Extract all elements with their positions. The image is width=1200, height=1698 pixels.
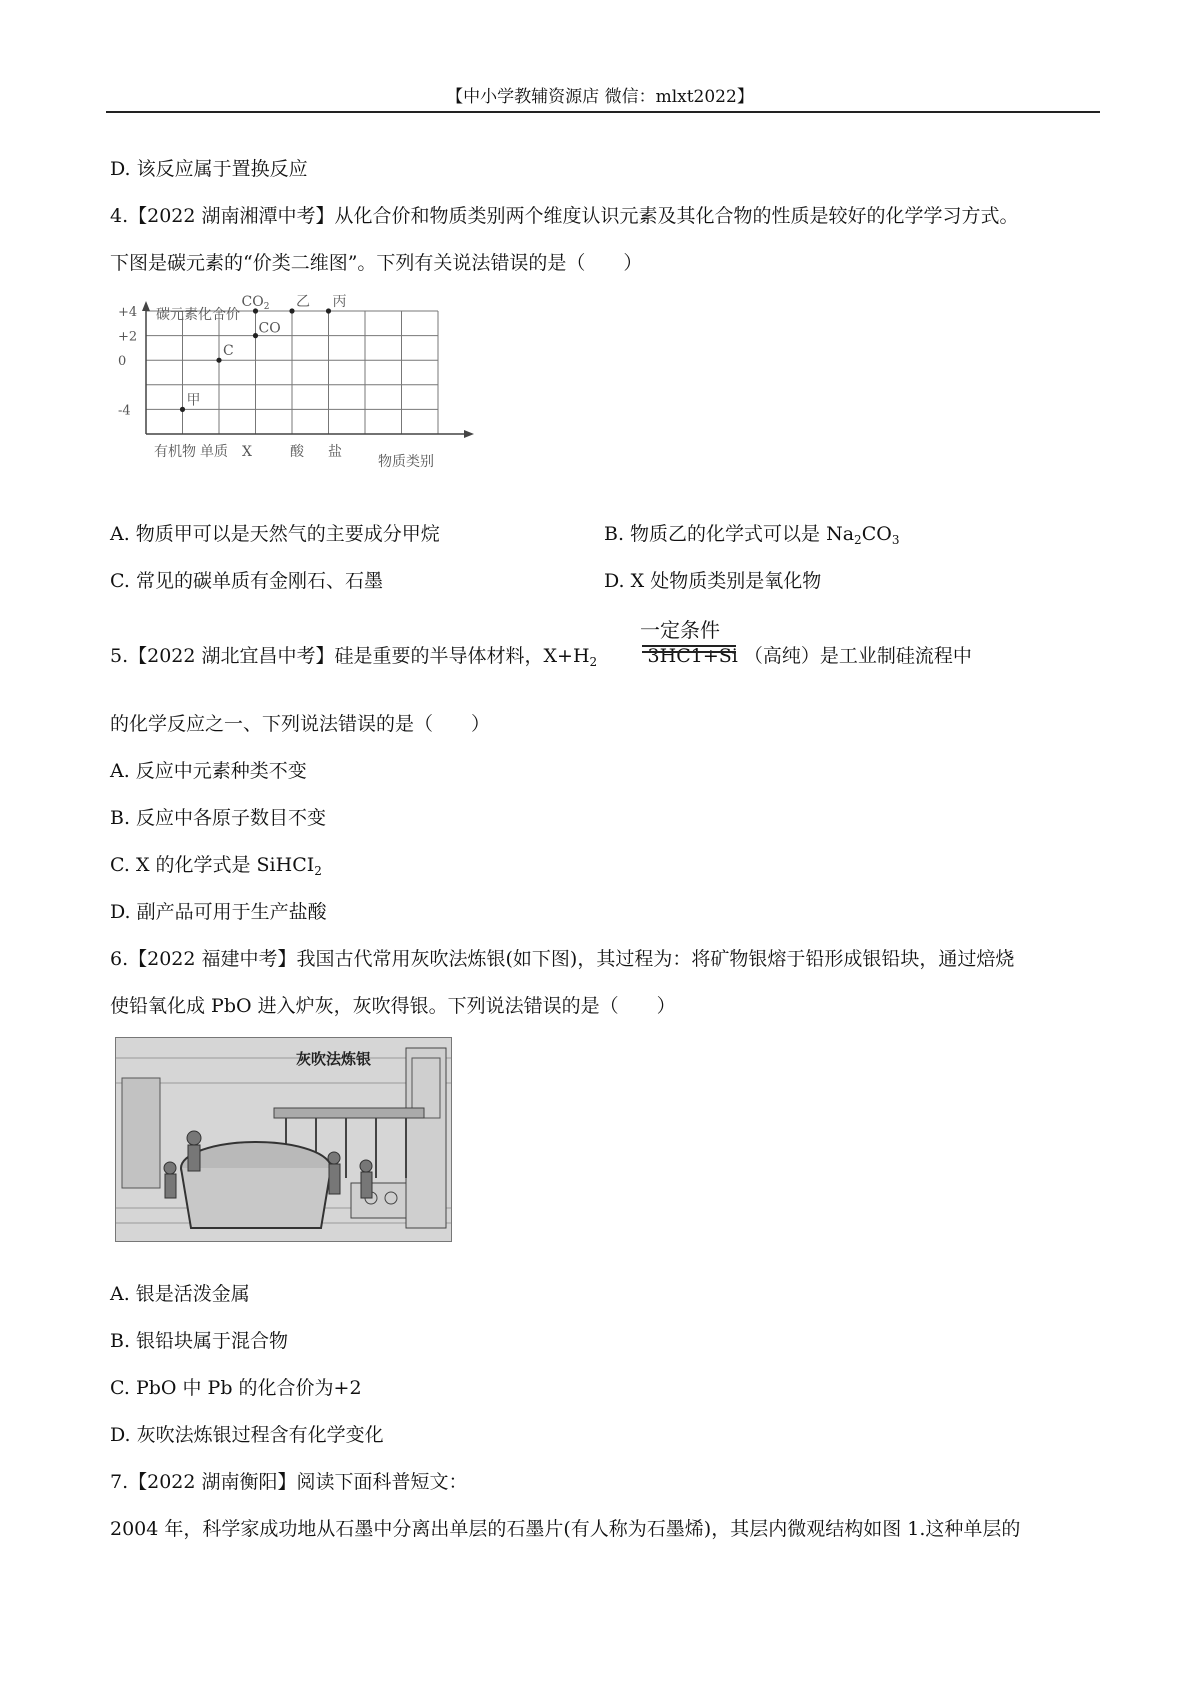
equation-left: $X+H_2$ (543, 645, 598, 669)
q7-stem-line1: 7.【2022 湖南衡阳】阅读下面科普短文： (110, 1471, 468, 1493)
chart-x-ticks (154, 443, 342, 460)
q5-option-c: C. X 的化学式是 SiHCI$_2$ (110, 854, 322, 878)
q5-option-d: D. 副产品可用于生产盐酸 (110, 901, 327, 923)
data-point (180, 407, 185, 412)
equation-condition: 一定条件 (640, 618, 720, 642)
q4-option-d: D. X 处物质类别是氧化物 (604, 570, 822, 592)
data-point-label: 乙 (296, 294, 310, 310)
y-tick-label: 0 (118, 354, 127, 370)
x-tick-label: 酸 (290, 444, 304, 460)
y-axis-arrow (142, 301, 150, 311)
x-tick-label: 有机物 (154, 444, 196, 460)
valence-category-chart (118, 294, 478, 485)
q3-option-d: D. 该反应属于置换反应 (110, 158, 308, 180)
y-tick-label: +2 (118, 329, 138, 345)
data-point (253, 333, 258, 338)
q5-stem-prefix: 5.【2022 湖北宜昌中考】硅是重要的半导体材料， (110, 645, 544, 667)
header-rule (106, 111, 1100, 113)
x-tick-label: X (242, 444, 252, 460)
equation-bar-bottom (642, 651, 736, 653)
q4-stem-line1: 4.【2022 湖南湘潭中考】从化合价和物质类别两个维度认识元素及其化合物的性质是较好的化学学习方式。 (110, 205, 1019, 227)
q6-stem-line2: 使铅氧化成 PbO 进入炉灰，灰吹得银。下列说法错误的是（ ） (110, 995, 676, 1017)
illustration-caption: 灰吹法炼银 (296, 1050, 372, 1068)
data-point-label: $CO_2$ (241, 294, 270, 312)
q6-option-a: A. 银是活泼金属 (110, 1283, 250, 1305)
q4-option-b: B. 物质乙的化学式可以是 $Na_2CO_3$ (604, 523, 900, 547)
chart-y-axis-label: 碳元素化合价 (156, 307, 240, 323)
data-point (216, 358, 221, 363)
y-tick-label: -4 (118, 403, 131, 419)
page-header: 【中小学教辅资源店 微信：mlxt2022】 (446, 87, 754, 107)
q7-stem-line2: 2004 年，科学家成功地从石墨中分离出单层的石墨片(有人称为石墨烯)，其层内微观结构如图 1.这种单层的 (110, 1518, 1021, 1540)
q4-option-c: C. 常见的碳单质有金刚石、石墨 (110, 570, 383, 592)
q4-stem-line2: 下图是碳元素的“价类二维图”。下列有关说法错误的是（ ） (110, 252, 643, 274)
data-point-label: C (223, 343, 234, 360)
data-point (326, 308, 331, 313)
chart-y-ticks (118, 305, 137, 418)
x-tick-label: 盐 (328, 444, 342, 460)
q5-option-b: B. 反应中各原子数目不变 (110, 807, 327, 829)
q6-stem-line1: 6.【2022 福建中考】我国古代常用灰吹法炼银(如下图)，其过程为：将矿物银熔于铅形成银铅块，通过焙烧 (110, 948, 1015, 970)
q5-stem-line1 (110, 643, 972, 675)
equation-bar-top (642, 645, 736, 647)
q5-option-a: A. 反应中元素种类不变 (110, 760, 307, 782)
q6-option-d: D. 灰吹法炼银过程含有化学变化 (110, 1424, 384, 1446)
q5-stem-suffix: （高纯）是工业制硅流程中 (743, 645, 972, 667)
q5-stem-line2: 的化学反应之一、下列说法错误的是（ ） (110, 713, 491, 735)
equation-right: 3HC1+Si (647, 645, 738, 667)
data-point-label: 甲 (186, 392, 201, 409)
q4-option-a: A. 物质甲可以是天然气的主要成分甲烷 (110, 523, 440, 545)
q6-option-c: C. PbO 中 Pb 的化合价为+2 (110, 1377, 362, 1399)
data-point (289, 308, 294, 313)
data-point-label: 丙 (332, 294, 347, 310)
x-axis-arrow (464, 430, 474, 438)
x-tick-label: 单质 (200, 444, 228, 460)
chart-grid (146, 311, 438, 434)
y-tick-label: +4 (118, 305, 138, 320)
q6-option-b: B. 银铅块属于混合物 (110, 1330, 289, 1352)
data-point-label: CO (258, 320, 281, 337)
silver-refining-illustration (115, 1037, 452, 1242)
chart-x-axis-label: 物质类别 (378, 454, 434, 470)
